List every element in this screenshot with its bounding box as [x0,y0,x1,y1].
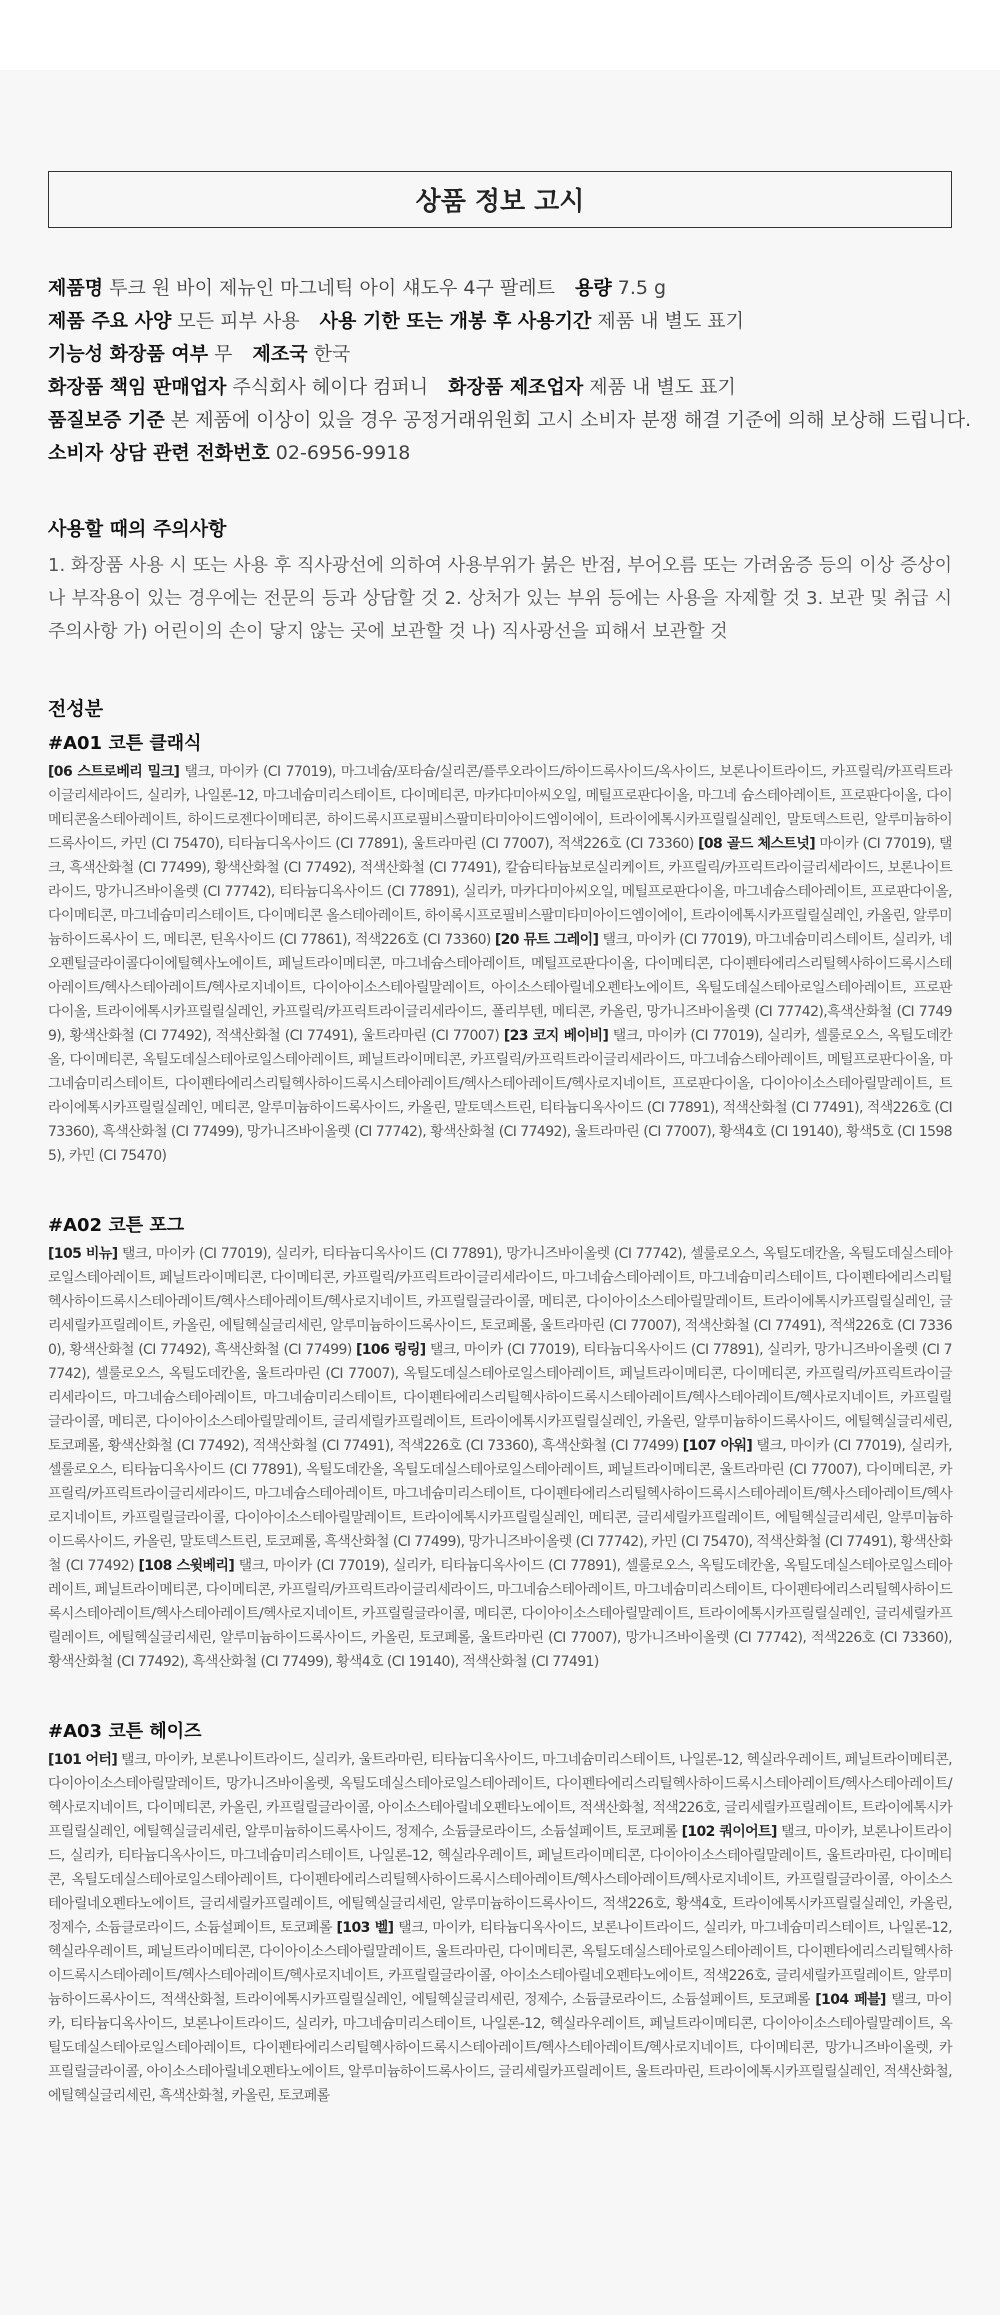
shade-label: [107 아워] [682,1438,753,1454]
shade-label: [105 비뉴] [48,1246,118,1262]
spec-label: 제품 주요 사양 [48,310,172,332]
shade-label: [08 골드 체스트넛] [698,836,816,852]
info-row-functional [48,338,952,371]
product-info-notice [0,171,1000,2108]
shade-label: [101 어터] [48,1752,118,1768]
info-row-phone [48,437,952,470]
product-title: #A03 코튼 헤이즈 [48,1721,202,1742]
seller-value: 주식회사 헤이다 컴퍼니 [232,376,429,398]
ingredients-a03 [48,1718,952,2108]
shade-label: [102 쿼이어트] [681,1824,777,1840]
maker-value: 제품 내 별도 표기 [589,376,736,398]
shade-ingredients: 탤크, 마이카 (CI 77019), 실리카, 셀룰로오스, 옥틸도데칸올, 다이메티콘, 옥틸도데실스테아로일스테아레이트, 페닐트라이메티콘, 카프릴릭/카프릭트라이글리세라이드, 마그네슘스테아레이트, 메틸프로판다이올, 마그네슘미리스테이트, 다이펜타에리스리틸헥사하이드록시스테아레이트/헥사스테아레이트/헥사로지네이트, 프로판다이올, 다이아이소스테아릴말레이트, 트라이에톡시카프릴릴실레인, 메티콘, 알루미늄하이드록사이드, 카올린, 말토덱스트린, 티타늄디옥사이드 (CI 77891), 적색산화철 (CI 77491), 적색226호 (CI 73360), 흑색산화철 (CI 77499), 망가니즈바이올렛 (CI 77742), 황색산화철 (CI 77492), 울트라마린 (CI 77007), 황색4호 (CI 19140), 황색5호 (CI 15985), 카민 (CI 75470) [48,1028,952,1164]
ingredient-list [48,1748,952,2108]
expiry-label: 사용 기한 또는 개봉 후 사용기간 [319,310,592,332]
ingredients-section [48,694,952,2108]
phone-label: 소비자 상담 관련 전화번호 [48,442,270,464]
country-value: 한국 [313,343,351,365]
product-title: #A01 코튼 클래식 [48,733,202,754]
page-title: 상품 정보 고시 [48,171,952,228]
info-row-product-name [48,272,952,305]
shade-ingredients: 탤크, 마이카 (CI 77019), 실리카, 티타늄디옥사이드 (CI 77891), 셀룰로오스, 옥틸도데칸올, 옥틸도데실스테아로일스테아레이트, 페닐트라이메티콘, 다이메티콘, 카프릴릭/카프릭트라이글리세라이드, 마그네슘스테아레이트, 마그네슘미리스테이트, 다이펜타에리스리틸헥사하이드록시스테아레이트/헥사스테아레이트/헥사로지네이트, 카프릴릴글라이콜, 메티콘, 다이아이소스테아릴말레이트, 트라이에톡시카프릴릴실레인, 글리세릴카프릴레이트, 에틸헥실글리세린, 알루미늄하이드록사이드, 카올린, 토코페롤, 울트라마린 (CI 77007), 망가니즈바이올렛 (CI 77742), 적색226호 (CI 73360), 황색산화철 (CI 77492), 흑색산화철 (CI 77499), 황색4호 (CI 19140), 적색산화철 (CI 77491) [48,1558,952,1670]
product-name-value: 투크 원 바이 제뉴인 마그네틱 아이 섀도우 4구 팔레트 [109,277,555,299]
shade-ingredients: 탤크, 마이카 (CI 77019), 티타늄디옥사이드 (CI 77891), 실리카, 망가니즈바이올렛 (CI 77742), 셀룰로오스, 옥틸도데칸올, 울트라마린 (CI 77007), 옥틸도데실스테아로일스테아레이트, 페닐트라이메티콘, 다이메티콘, 카프릴릭/카프릭트라이글리세라이드, 마그네슘스테아레이트, 마그네슘미리스테이트, 다이펜타에리스리틸헥사하이드록시스테아레이트/헥사스테아레이트/헥사로지네이트, 카프릴릴글라이콜, 메티콘, 다이아이소스테아릴말레이트, 글리세릴카프릴레이트, 트라이에톡시카프릴릴실레인, 카올린, 알루미늄하이드록사이드, 에틸헥실글리세린, 토코페롤, 황색산화철 (CI 77492), 적색산화철 (CI 77491), 적색226호 (CI 73360), 흑색산화철 (CI 77499) [48,1342,952,1454]
shade-label: [20 뮤트 그레이] [494,932,599,948]
shade-ingredients: 탤크, 마이카 (CI 77019), 마그네슘미리스테이트, 실리카, 네오펜틸글라이콜다이에틸헥사노에이트, 페닐트라이메티콘, 마그네슘스테아레이트, 메틸프로판다이올, 다이메티콘, 다이펜타에리스리틸헥사하이드록시스테아레이트/헥사스테아레이트/헥사로지네이트, 다이아이소스테아릴말레이트, 아이소스테아릴네오펜타노에이트, 옥틸도데실스테아로일스테아레이트, 프로판다이올, 트라이에톡시카프릴릴실레인, 카프릴릭/카프릭트라이글리세라이드, 폴리부텐, 메티콘, 카올린, 망가니즈바이올렛 (CI 77742),흑색산화철 (CI 77499), 황색산화철 (CI 77492), 적색산화철 (CI 77491), 울트라마린 (CI 77007) [48,932,952,1044]
info-row-quality [48,404,972,437]
ingredients-a02 [48,1212,952,1674]
product-name-label: 제품명 [48,277,104,299]
country-label: 제조국 [252,343,308,365]
shade-label: [23 코지 베이비] [503,1028,609,1044]
info-row-seller [48,371,952,404]
caution-heading: 사용할 때의 주의사항 [48,518,227,540]
product-title: #A02 코튼 포그 [48,1215,185,1236]
shade-ingredients: 마이카 (CI 77019), 탤크, 흑색산화철 (CI 77499), 황색산화철 (CI 77492), 적색산화철 (CI 77491), 칼슘티타늄보로실리케이트, 카프릴릭/카프릭트라이글리세라이드, 보론나이트라이드, 망가니즈바이올렛 (CI 77742), 티타늄디옥사이드 (CI 77891), 실리카, 마카다미아씨오일, 메틸프로판다이올, 마그네슘스테아레이트, 프로판다이올, 다이메티콘, 마그네슘미리스테이트, 다이메티콘 올스테아레이트, 하이록시프로필비스팔미타미아이드엠이에이, 트라이에톡시카프릴릴실레인, 카올린, 알루미늄하이드록사이 드, 메티콘, 틴옥사이드 (CI 77861), 적색226호 (CI 73360) [48,836,952,948]
volume-label: 용량 [575,277,612,299]
shade-ingredients: 탤크, 마이카, 티타늄디옥사이드, 보론나이트라이드, 실리카, 마그네슘미리스테이트, 나일론-12, 헥실라우레이트, 페닐트라이메티콘, 다이아이소스테아릴말레이트, 울트라마린, 다이메티콘, 옥틸도데실스테아로일스테아레이트, 다이펜타에리스리틸헥사하이드록시스테아레이트/헥사스테아레이트/헥사로지네이트, 카프릴릴글라이콜, 아이소스테아릴네오펜타노에이트, 적색226호, 글리세릴카프릴레이트, 알루미늄하이드록사이드, 적색산화철, 트라이에톡시카프릴릴실레인, 에틸헥실글리세린, 정제수, 소듐클로라이드, 소듐설페이트, 토코페롤 [48,1920,952,2008]
shade-label: [103 벨] [336,1920,394,1936]
shade-label: [104 페블] [815,1992,886,2008]
quality-value: 본 제품에 이상이 있을 경우 공정거래위원회 고시 소비자 분쟁 해결 기준에 의해 보상해 드립니다. [170,409,972,431]
shade-label: [106 링링] [355,1342,426,1358]
seller-label: 화장품 책임 판매업자 [48,376,227,398]
ingredient-list [48,760,952,1168]
caution-section [48,513,952,648]
shade-ingredients: 탤크, 마이카, 보론나이트라이드, 실리카, 티타늄디옥사이드, 마그네슘미리스테이트, 나일론-12, 헥실라우레이트, 페닐트라이메티콘, 다이아이소스테아릴말레이트, 울트라마린, 다이메티콘, 옥틸도데실스테아로일스테아레이트, 다이펜타에리스리틸헥사하이드록시스테아레이트/헥사스테아레이트/헥사로지네이트, 카프릴릴글라이콜, 아이소스테아릴네오펜타노에이트, 글리세릴카프릴레이트, 에틸헥실글리세린, 알루미늄하이드록사이드, 적색226호, 황색4호, 트라이에톡시카프릴릴실레인, 카올린, 정제수, 소듐클로라이드, 소듐설페이트, 토코페롤 [48,1824,952,1936]
phone-value: 02-6956-9918 [275,442,411,464]
shade-label: [06 스트로베리 밀크] [48,764,180,780]
maker-label: 화장품 제조업자 [448,376,584,398]
functional-value: 무 [214,343,233,365]
shade-ingredients: 탤크, 마이카, 보론나이트라이드, 실리카, 울트라마린, 티타늄디옥사이드, 마그네슘미리스테이트, 나일론-12, 헥실라우레이트, 페닐트라이메티콘, 다이아이소스테아릴말레이트, 망가니즈바이올렛, 옥틸도데실스테아로일스테아레이트, 다이펜타에리스리틸헥사하이드록시스테아레이트/헥사스테아레이트/헥사로지네이트, 다이메티콘, 카올린, 카프릴릴글라이콜, 아이소스테아릴네오펜타노에이트, 적색산화철, 적색226호, 글리세릴카프릴레이트, 트라이에톡시카프릴릴실레인, 에틸헥실글리세린, 알루미늄하이드록사이드, 정제수, 소듐클로라이드, 소듐설페이트, 토코페롤 [48,1752,952,1840]
expiry-value: 제품 내 별도 표기 [597,310,745,332]
volume-value: 7.5 g [617,277,667,299]
ingredients-heading: 전성분 [48,698,104,720]
shade-ingredients: 탤크, 마이카, 티타늄디옥사이드, 보론나이트라이드, 실리카, 마그네슘미리스테이트, 나일론-12, 헥실라우레이트, 페닐트라이메티콘, 다이아이소스테아릴말레이트, 옥틸도데실스테아로일스테아레이트, 다이펜타에리스리틸헥사하이드록시스테아레이트/헥사스테아레이트/헥사로지네이트, 다이메티콘, 망가니즈바이올렛, 카프릴릴글라이콜, 아이소스테아릴네오펜타노에이트, 알루미늄하이드록사이드, 글리세릴카프릴레이트, 울트라마린, 트라이에톡시카프릴릴실레인, 적색산화철, 에틸헥실글리세린, 흑색산화철, 카올린, 토코페롤 [48,1992,952,2104]
shade-ingredients: 탤크, 마이카 (CI 77019), 실리카, 티타늄디옥사이드 (CI 77891), 망가니즈바이올렛 (CI 77742), 셀룰로오스, 옥틸도데칸올, 옥틸도데실스테아로일스테아레이트, 페닐트라이메티콘, 다이메티콘, 카프릴릭/카프릭트라이글리세라이드, 마그네슘스테아레이트, 마그네슘미리스테이트, 다이펜타에리스리틸헥사하이드록시스테아레이트/헥사스테아레이트/헥사로지네이트, 카프릴릴글라이콜, 메티콘, 다이아이소스테아릴말레이트, 트라이에톡시카프릴릴실레인, 글리세릴카프릴레이트, 카올린, 에틸헥실글리세린, 알루미늄하이드록사이드, 토코페롤, 울트라마린 (CI 77007), 적색산화철 (CI 77491), 적색226호 (CI 73360), 황색산화철 (CI 77492), 흑색산화철 (CI 77499) [48,1246,952,1358]
quality-label: 품질보증 기준 [48,409,165,431]
shade-ingredients: 탤크, 마이카 (CI 77019), 마그네슘/포타슘/실리콘/플루오라이드/하이드록사이드/옥사이드, 보론나이트라이드, 카프릴릭/카프릭트라이글리세라이드, 실리카, 나일론-12, 마그네슘미리스테이트, 다이메티콘, 마카다미아씨오일, 메틸프로판다이올, 마그네 슘스테아레이트, 프로판다이올, 다이메티콘올스테아레이트, 하이드로젠다이메티콘, 하이드록시프로필비스팔미타미아이드엠이에이, 트라이에톡시카프릴릴실레인, 말토덱스트린, 알루미늄하이드록사이드, 카민 (CI 75470), 티타늄디옥사이드 (CI 77891), 울트라마린 (CI 77007), 적색226호 (CI 73360) [48,764,952,852]
spec-value: 모든 피부 사용 [177,310,300,332]
ingredient-list [48,1242,952,1674]
top-header-bar [0,0,1000,70]
shade-ingredients: 탤크, 마이카 (CI 77019), 실리카, 셀룰로오스, 티타늄디옥사이드 (CI 77891), 옥틸도데칸올, 옥틸도데실스테아로일스테아레이트, 페닐트라이메티콘, 울트라마린 (CI 77007), 다이메티콘, 카프릴릭/카프릭트라이글리세라이드, 마그네슘스테아레이트, 마그네슘미리스테이트, 다이펜타에리스리틸헥사하이드록시스테아레이트/헥사스테아레이트/헥사로지네이트, 카프릴릴글라이콜, 다이아이소스테아릴말레이트, 트라이에톡시카프릴릴실레인, 메티콘, 글리세릴카프릴레이트, 에틸헥실글리세린, 알루미늄하이드록사이드, 카올린, 말토덱스트린, 토코페롤, 흑색산화철 (CI 77499), 망가니즈바이올렛 (CI 77742), 카민 (CI 75470), 적색산화철 (CI 77491), 황색산화철 (CI 77492) [48,1438,952,1574]
shade-label: [108 스윗베리] [138,1558,235,1574]
caution-text: 1. 화장품 사용 시 또는 사용 후 직사광선에 의하여 사용부위가 붉은 반점, 부어오름 또는 가려움증 등의 이상 증상이나 부작용이 있는 경우에는 전문의 등과 상담할 것 2. 상처가 있는 부위 등에는 사용을 자제할 것 3. 보관 및 취급 시 주의사항 가) 어린이의 손이 닿지 않는 곳에 보관할 것 나) 직사광선을 피해서 보관할 것 [48,555,952,642]
info-row-spec [48,305,952,338]
functional-label: 기능성 화장품 여부 [48,343,209,365]
ingredients-a01 [48,730,952,1168]
product-info-list [48,272,972,470]
